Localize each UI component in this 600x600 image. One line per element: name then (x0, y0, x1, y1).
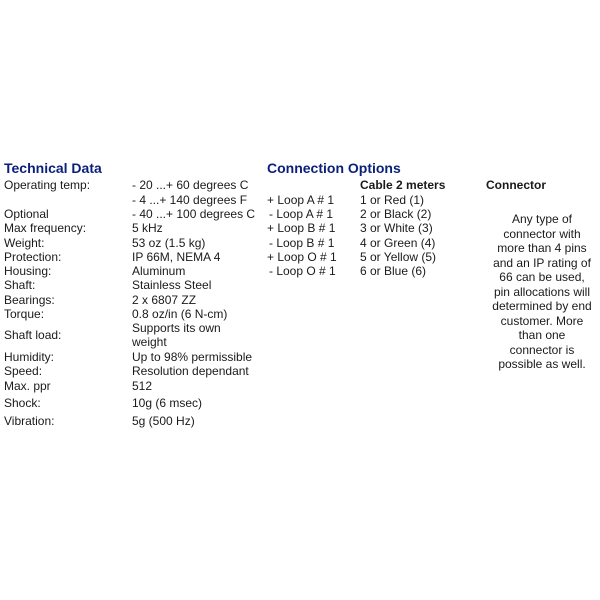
signal-label: + Loop O # 1 (267, 250, 337, 264)
wire-label: 6 or Blue (6) (360, 264, 427, 278)
tech-label: Max. ppr (4, 379, 51, 393)
connector-note-line: more than 4 pins (497, 241, 587, 255)
tech-label: Vibration: (4, 414, 55, 428)
connector-header: Connector (486, 178, 546, 192)
cable-header: Cable 2 meters (360, 178, 446, 192)
connector-note-line: pin allocations will (493, 284, 591, 299)
wire-label: 4 or Green (4) (360, 236, 436, 250)
signal-label: + Loop B # 1 (267, 221, 336, 235)
tech-value: Resolution dependant (132, 364, 249, 378)
tech-value: - 20 ...+ 60 degrees C (132, 178, 249, 192)
tech-value: 512 (132, 379, 153, 393)
tech-value: - 4 ...+ 140 degrees F (132, 193, 248, 207)
connector-note-line: and an IP rating of (493, 255, 591, 270)
tech-label: Shock: (4, 396, 41, 410)
tech-label: Speed: (4, 364, 43, 378)
tech-value: 2 x 6807 ZZ (132, 293, 197, 307)
signal-label: + Loop A # 1 (267, 193, 335, 207)
tech-label: Weight: (4, 236, 45, 250)
connector-note-line: Any type of (511, 212, 573, 226)
connector-note-line: than one (518, 328, 566, 342)
tech-value: - 40 ...+ 100 degrees C (132, 207, 256, 221)
connection-options-title: Connection Options (267, 160, 401, 176)
tech-value: 10g (6 msec) (132, 396, 203, 410)
connector-note-line: possible as well. (498, 357, 586, 371)
tech-label: Shaft: (4, 278, 36, 292)
tech-label: Optional (4, 207, 49, 221)
connector-note-line: determined by end (492, 299, 592, 313)
tech-label: Housing: (4, 264, 52, 278)
tech-value: Supports its own (132, 321, 221, 335)
tech-value: IP 66M, NEMA 4 (132, 250, 221, 264)
connector-note-line: connector with (503, 226, 581, 241)
tech-label: Operating temp: (4, 178, 91, 192)
tech-value: 5 kHz (132, 221, 163, 235)
connector-note-line: customer. More (500, 313, 584, 328)
tech-label: Shaft load: (4, 328, 62, 342)
tech-value: Up to 98% permissible (132, 350, 253, 364)
tech-value-continued: weight (132, 335, 167, 349)
signal-label: - Loop B # 1 (269, 236, 335, 250)
tech-label: Humidity: (4, 350, 55, 364)
tech-label: Bearings: (4, 293, 55, 307)
tech-value: Stainless Steel (132, 278, 212, 292)
wire-label: 1 or Red (1) (360, 193, 425, 207)
tech-value: 5g (500 Hz) (132, 414, 195, 428)
connector-note-line: connector is (509, 342, 575, 357)
wire-label: 3 or White (3) (360, 221, 433, 235)
technical-data-title: Technical Data (4, 160, 102, 176)
connector-note (484, 212, 600, 372)
connector-note-line: 66 can be used, (499, 270, 585, 284)
wire-label: 5 or Yellow (5) (360, 250, 437, 264)
tech-value: 0.8 oz/in (6 N-cm) (132, 307, 228, 321)
tech-value: Aluminum (132, 264, 186, 278)
tech-label: Max frequency: (4, 221, 87, 235)
tech-label: Protection: (4, 250, 62, 264)
tech-label: Torque: (4, 307, 45, 321)
signal-label: - Loop A # 1 (269, 207, 334, 221)
signal-label: - Loop O # 1 (269, 264, 336, 278)
wire-label: 2 or Black (2) (360, 207, 432, 221)
tech-value: 53 oz (1.5 kg) (132, 236, 206, 250)
